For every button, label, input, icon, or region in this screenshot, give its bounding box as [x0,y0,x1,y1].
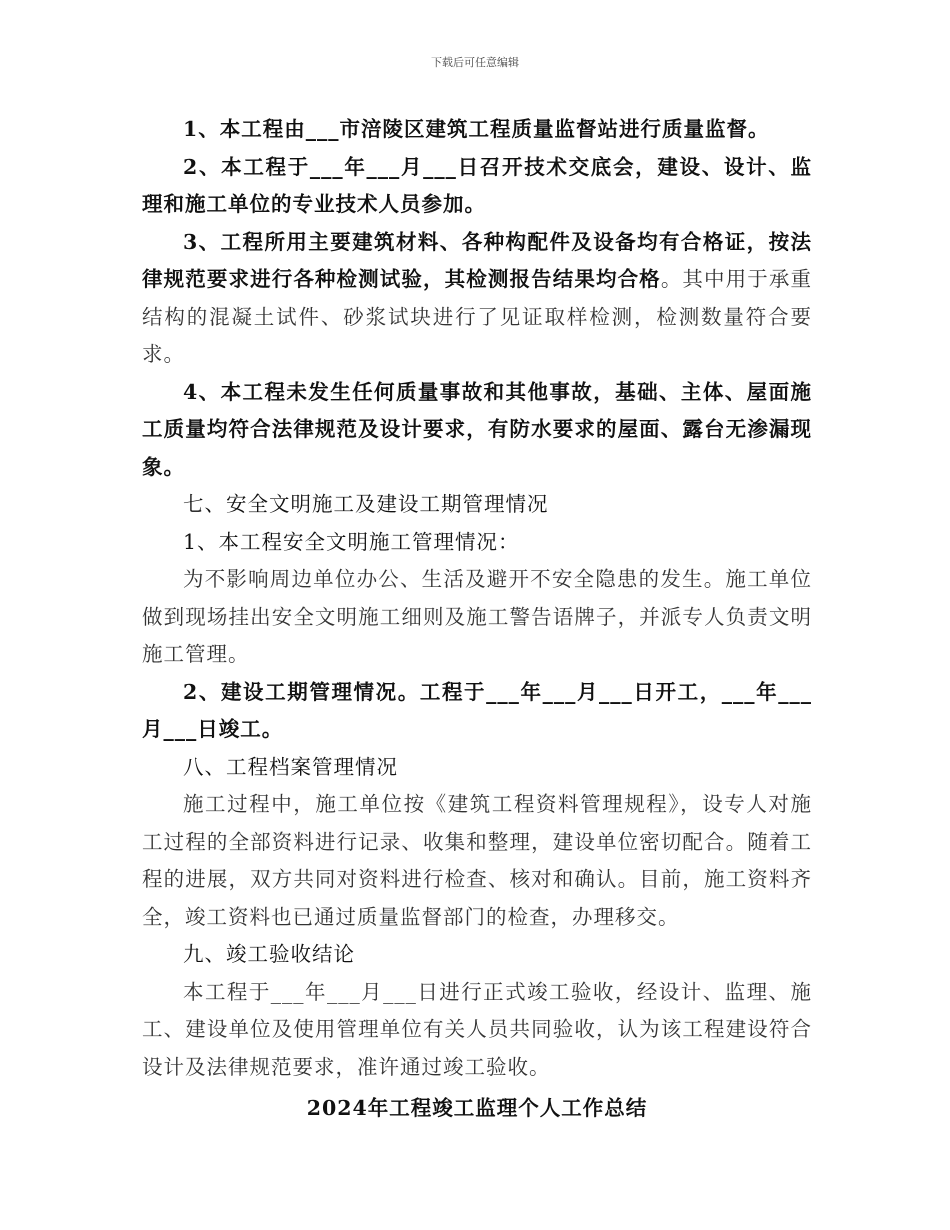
paragraph-7-2: 2、建设工期管理情况。工程于___年___月___日开工，___年___月___日竣工。 [142,679,812,741]
section-heading-8: 八、工程档案管理情况 [183,754,398,779]
section-heading-9: 九、竣工验收结论 [183,942,355,966]
paragraph-no-accidents: 4、本工程未发生任何质量事故和其他事故，基础、主体、屋面施工质量均符合法律规范及设计要求，有防水要求的屋面、露台无渗漏现象。 [142,379,812,479]
paragraph-technical-briefing: 2、本工程于___年___月___日召开技术交底会，建设、设计、监理和施工单位的专业技术人员参加。 [142,154,812,216]
page-header: 下载后可任意编辑 [431,56,519,69]
paragraph-7-1-body: 为不影响周边单位办公、生活及避开不安全隐患的发生。施工单位做到现场挂出安全文明施工细则及施工警告语牌子，并派专人负责文明施工管理。 [142,567,812,666]
subheading-7-1: 1、本工程安全文明施工管理情况： [183,529,520,554]
paragraph-9-body: 本工程于___年___月___日进行正式竣工验收，经设计、监理、施工、建设单位及使用管理单位有关人员共同验收，认为该工程建设符合设计及法律规范要求，准许通过竣工验收。 [142,979,812,1079]
paragraph-materials [142,224,812,374]
paragraph-materials-normal: 。其中用于承重结构的混凝土试件、砂浆试块进行了见证取样检测，检测数量符合要求。 [142,267,813,366]
next-document-title: 2024年工程竣工监理个人工作总结 [306,1096,648,1120]
paragraph-materials-bold: 3、工程所用主要建筑材料、各种构配件及设备均有合格证，按法律规范要求进行各种检测试验，其检测报告结果均合格 [142,229,812,291]
document-body [142,111,812,1128]
paragraph-supervision: 1、本工程由___市涪陵区建筑工程质量监督站进行质量监督。 [183,117,770,141]
paragraph-8-body: 施工过程中，施工单位按《建筑工程资料管理规程》，设专人对施工过程的全部资料进行记录、收集和整理，建设单位密切配合。随着工程的进展，双方共同对资料进行检查、核对和确认。目前，施工资料齐全，竣工资料也已通过质量监督部门的检查，办理移交。 [142,792,812,929]
section-heading-7: 七、安全文明施工及建设工期管理情况 [183,492,549,516]
